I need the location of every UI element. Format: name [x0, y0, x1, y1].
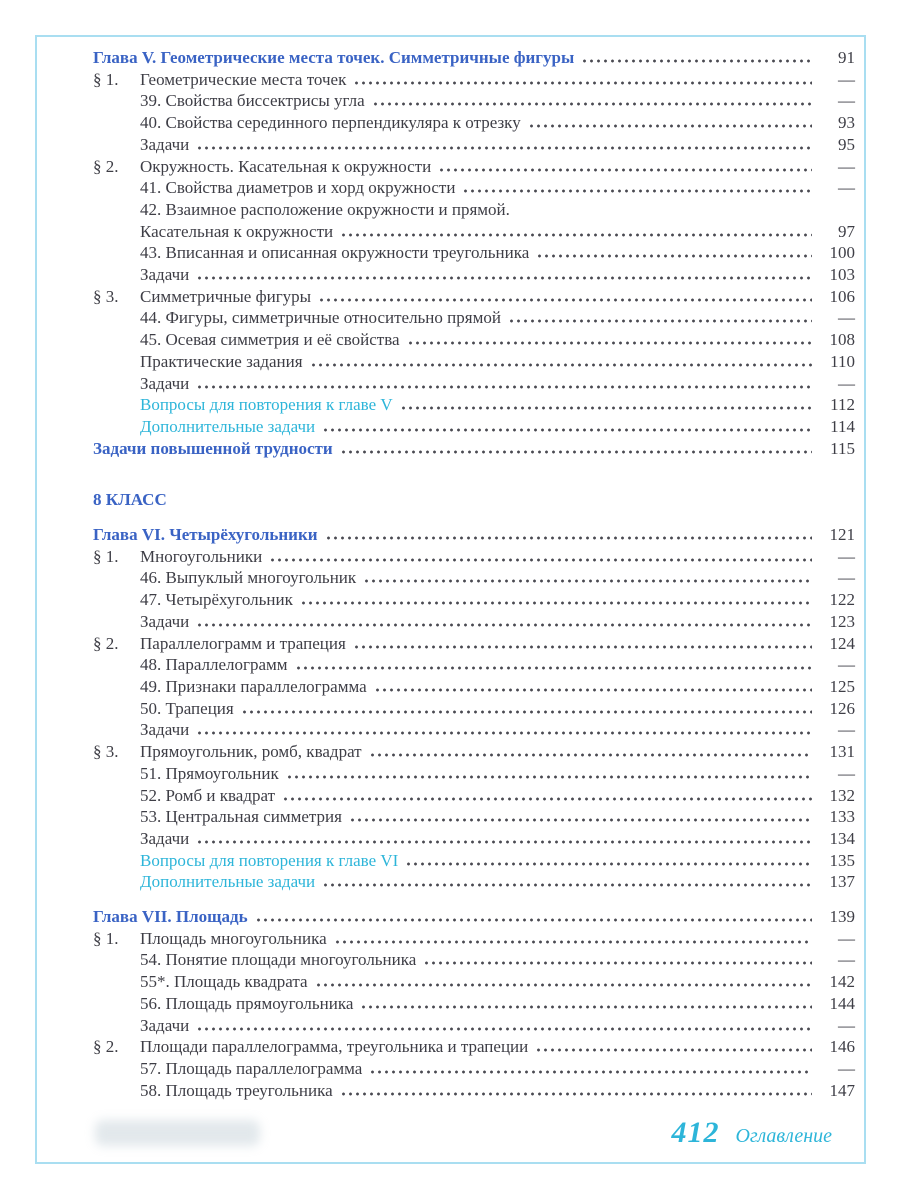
- dot-leader: [340, 233, 812, 237]
- toc-entry: [93, 394, 855, 416]
- toc-entry-text: Площадь многоугольника: [140, 928, 327, 948]
- dot-leader: [318, 298, 812, 302]
- toc-entry-page: 115: [830, 438, 855, 458]
- dot-leader: [315, 983, 812, 987]
- dot-leader: [196, 623, 812, 627]
- toc-entry-page: 144: [829, 993, 855, 1013]
- toc-entry: [93, 611, 855, 633]
- toc-entry: [93, 524, 855, 546]
- toc-entry: [93, 828, 855, 850]
- toc-entry-page: 112: [830, 395, 855, 415]
- toc-entry-section-mark: § 2.: [93, 1037, 119, 1057]
- dot-leader: [353, 81, 812, 85]
- toc-entry-section-mark: § 3.: [93, 286, 119, 306]
- toc-entry-page: 106: [829, 286, 855, 306]
- toc-entry-text: 48. Параллелограмм: [140, 655, 288, 675]
- dot-leader: [196, 1027, 812, 1031]
- toc-entry-text: 56. Площадь прямоугольника: [140, 993, 354, 1013]
- toc-entry: [93, 156, 855, 178]
- toc-entry: [93, 177, 855, 199]
- toc-entry-page: 114: [830, 416, 855, 436]
- toc-entry: [93, 567, 855, 589]
- dot-leader: [508, 319, 812, 323]
- toc-entry: [93, 871, 855, 893]
- dot-leader: [300, 601, 812, 605]
- toc-entry-text: 55*. Площадь квадрата: [140, 972, 308, 992]
- toc-entry-text: 8 КЛАСС: [93, 490, 167, 510]
- toc-entry: [93, 1036, 855, 1058]
- toc-entry-page: 123: [829, 611, 855, 631]
- dot-leader: [196, 276, 812, 280]
- dot-leader: [325, 536, 812, 540]
- toc-entry-text: 49. Признаки параллелограмма: [140, 676, 367, 696]
- toc-entry: [93, 373, 855, 395]
- dot-leader: [369, 1070, 812, 1074]
- toc-entry-page: 142: [829, 972, 855, 992]
- dot-leader: [334, 940, 812, 944]
- dot-leader: [255, 918, 812, 922]
- toc-entry-text: 44. Фигуры, симметричные относительно прямой: [140, 308, 501, 328]
- toc-entry: [93, 546, 855, 568]
- toc-entry-section-mark: § 2.: [93, 633, 119, 653]
- watermark-smudge: [95, 1120, 260, 1146]
- dot-leader: [340, 450, 812, 454]
- toc-entry-text: Задачи повышенной трудности: [93, 438, 333, 458]
- toc-entry-section-mark: § 1.: [93, 546, 119, 566]
- toc-entry-page: 135: [829, 850, 855, 870]
- toc-entry: [93, 676, 855, 698]
- dot-leader: [462, 189, 812, 193]
- toc-entry-section-mark: § 3.: [93, 742, 119, 762]
- toc-entry-text: Глава VII. Площадь: [93, 907, 248, 927]
- toc-entry: [93, 785, 855, 807]
- toc-entry-page: 108: [829, 330, 855, 350]
- toc-entry-text: Задачи: [140, 373, 190, 393]
- toc-entry-page: —: [838, 1015, 855, 1035]
- toc-entry-page: 133: [829, 807, 855, 827]
- toc-entry-page: 93: [838, 113, 855, 133]
- toc-entry-text: Задачи: [140, 1015, 190, 1035]
- toc-entry-text: 53. Центральная симметрия: [140, 807, 342, 827]
- toc-entry-text: Дополнительные задачи: [140, 872, 316, 892]
- toc-entry-section-mark: § 2.: [93, 156, 119, 176]
- toc-entry-text: Глава V. Геометрические места точек. Симметричные фигуры: [93, 48, 575, 67]
- toc-entry: [93, 47, 855, 69]
- toc-entry-text: Практические задания: [140, 351, 303, 371]
- toc-entry: [93, 1058, 855, 1080]
- toc-entry: [93, 928, 855, 950]
- dot-leader: [241, 710, 812, 714]
- toc-entry-text: 41. Свойства диаметров и хорд окружности: [140, 178, 456, 198]
- toc-entry: [93, 307, 855, 329]
- toc-entry-page: 124: [829, 633, 855, 653]
- toc-entry-page: 110: [830, 351, 855, 371]
- toc-entry-page: —: [838, 308, 855, 328]
- toc-entry: [93, 698, 855, 720]
- toc-entry-text: 51. Прямоугольник: [140, 763, 279, 783]
- toc-entry-page: —: [838, 655, 855, 675]
- toc-entry-page: 134: [829, 828, 855, 848]
- dot-leader: [363, 579, 812, 583]
- dot-leader: [372, 102, 812, 106]
- toc-entry: [93, 351, 855, 373]
- toc-entry-text: 45. Осевая симметрия и её свойства: [140, 330, 400, 350]
- toc-entry-page: 137: [829, 872, 855, 892]
- toc-entry: [93, 1080, 855, 1102]
- toc-entry-page: 146: [829, 1037, 855, 1057]
- toc-entry-text: Задачи: [140, 828, 190, 848]
- toc-entry: [93, 489, 855, 511]
- dot-leader: [407, 341, 812, 345]
- toc-entry: [93, 971, 855, 993]
- dot-leader: [374, 688, 812, 692]
- toc-entry: [93, 438, 855, 460]
- toc-entry-page: 121: [829, 525, 855, 545]
- toc-entry: [93, 654, 855, 676]
- toc-entry-page: 95: [838, 134, 855, 154]
- toc-entry-text: 40. Свойства серединного перпендикуляра к отрезку: [140, 113, 521, 133]
- dot-leader: [438, 168, 812, 172]
- toc-entry-page: 147: [829, 1080, 855, 1100]
- toc-entry: [93, 69, 855, 91]
- toc-entry-text: Параллелограмм и трапеция: [140, 633, 346, 653]
- toc-entry-text: Геометрические места точек: [140, 69, 347, 89]
- toc-entry-page: —: [838, 69, 855, 89]
- toc-entry-text: Многоугольники: [140, 546, 263, 566]
- toc-entry-text: 43. Вписанная и описанная окружности треугольника: [140, 243, 530, 263]
- dot-leader: [535, 1048, 812, 1052]
- toc-entry: [93, 112, 855, 134]
- toc-entry-page: 125: [829, 676, 855, 696]
- toc-entry-page: 132: [829, 785, 855, 805]
- toc-entry-text: Окружность. Касательная к окружности: [140, 156, 432, 176]
- toc-entry-page: —: [838, 928, 855, 948]
- toc-entry-page: —: [838, 178, 855, 198]
- dot-leader: [400, 406, 812, 410]
- toc-entry-text: 46. Выпуклый многоугольник: [140, 568, 357, 588]
- dot-leader: [405, 862, 812, 866]
- toc-entry-page: —: [838, 156, 855, 176]
- dot-leader: [322, 883, 812, 887]
- table-of-contents: [93, 47, 855, 1101]
- toc-entry: [93, 264, 855, 286]
- toc-entry-page: —: [838, 373, 855, 393]
- dot-leader: [322, 428, 812, 432]
- dot-leader: [528, 124, 812, 128]
- toc-entry-text: Задачи: [140, 134, 190, 154]
- toc-entry: [93, 90, 855, 112]
- toc-entry: [93, 763, 855, 785]
- dot-leader: [536, 254, 812, 258]
- dot-leader: [369, 753, 812, 757]
- toc-entry: [93, 806, 855, 828]
- toc-entry-page: 97: [838, 221, 855, 241]
- toc-entry-text: Симметричные фигуры: [140, 286, 312, 306]
- toc-entry-page: 131: [829, 742, 855, 762]
- dot-leader: [196, 840, 812, 844]
- toc-entry-section-mark: § 1.: [93, 69, 119, 89]
- toc-entry: [93, 286, 855, 308]
- toc-entry-page: —: [838, 720, 855, 740]
- toc-entry-page: 122: [829, 590, 855, 610]
- toc-entry: [93, 329, 855, 351]
- toc-entry: [93, 719, 855, 741]
- dot-leader: [269, 558, 812, 562]
- toc-entry: [93, 906, 855, 928]
- toc-entry: [93, 134, 855, 156]
- toc-entry: [93, 949, 855, 971]
- toc-entry-text: Глава VI. Четырёхугольники: [93, 525, 318, 545]
- toc-entry-text: 47. Четырёхугольник: [140, 590, 293, 610]
- page-number: 412: [671, 1116, 720, 1149]
- toc-entry-page: —: [838, 568, 855, 588]
- toc-entry-text: Задачи: [140, 265, 190, 285]
- toc-entry-page: 126: [829, 698, 855, 718]
- toc-entry-text: Вопросы для повторения к главе VI: [140, 850, 399, 870]
- dot-leader: [310, 363, 812, 367]
- toc-entry: [93, 850, 855, 872]
- footer-section-label: Оглавление: [735, 1125, 832, 1147]
- toc-entry: [93, 242, 855, 264]
- toc-entry-text: 42. Взаимное расположение окружности и прямой.: [140, 199, 510, 219]
- dot-leader: [196, 385, 812, 389]
- toc-entry-page: 139: [829, 907, 855, 927]
- toc-entry-text: 50. Трапеция: [140, 698, 234, 718]
- toc-entry-text: 57. Площадь параллелограмма: [140, 1058, 363, 1078]
- toc-entry-page: —: [838, 546, 855, 566]
- toc-entry: [93, 993, 855, 1015]
- dot-leader: [340, 1092, 812, 1096]
- toc-entry: [93, 1015, 855, 1037]
- dot-leader: [423, 961, 812, 965]
- toc-entry: [93, 589, 855, 611]
- dot-leader: [196, 731, 812, 735]
- toc-entry-page: —: [838, 91, 855, 111]
- toc-entry: [93, 199, 855, 221]
- dot-leader: [196, 146, 812, 150]
- toc-entry-text: Задачи: [140, 611, 190, 631]
- toc-entry-text: 58. Площадь треугольника: [140, 1080, 333, 1100]
- toc-entry-text: Прямоугольник, ромб, квадрат: [140, 742, 362, 762]
- toc-entry-page: —: [838, 950, 855, 970]
- toc-entry-page: 103: [829, 265, 855, 285]
- dot-leader: [282, 797, 812, 801]
- page-footer: [671, 1116, 832, 1150]
- toc-entry-page: 91: [838, 48, 855, 67]
- toc-entry-section-mark: § 1.: [93, 928, 119, 948]
- toc-entry-page: —: [838, 763, 855, 783]
- dot-leader: [349, 818, 812, 822]
- toc-entry-text: Вопросы для повторения к главе V: [140, 395, 393, 415]
- dot-leader: [353, 645, 812, 649]
- toc-entry-text: Дополнительные задачи: [140, 416, 316, 436]
- toc-entry-text: Касательная к окружности: [140, 221, 334, 241]
- toc-entry: [93, 416, 855, 438]
- toc-entry-text: 52. Ромб и квадрат: [140, 785, 276, 805]
- toc-entry-text: Задачи: [140, 720, 190, 740]
- toc-entry-text: 54. Понятие площади многоугольника: [140, 950, 417, 970]
- toc-entry: [93, 741, 855, 763]
- dot-leader: [581, 59, 812, 63]
- dot-leader: [360, 1005, 812, 1009]
- toc-entry: [93, 221, 855, 243]
- toc-entry-text: Площади параллелограмма, треугольника и трапеции: [140, 1037, 529, 1057]
- toc-entry-text: 39. Свойства биссектрисы угла: [140, 91, 365, 111]
- toc-entry-page: 100: [829, 243, 855, 263]
- dot-leader: [286, 775, 812, 779]
- dot-leader: [295, 666, 812, 670]
- toc-entry-page: —: [838, 1058, 855, 1078]
- toc-entry: [93, 633, 855, 655]
